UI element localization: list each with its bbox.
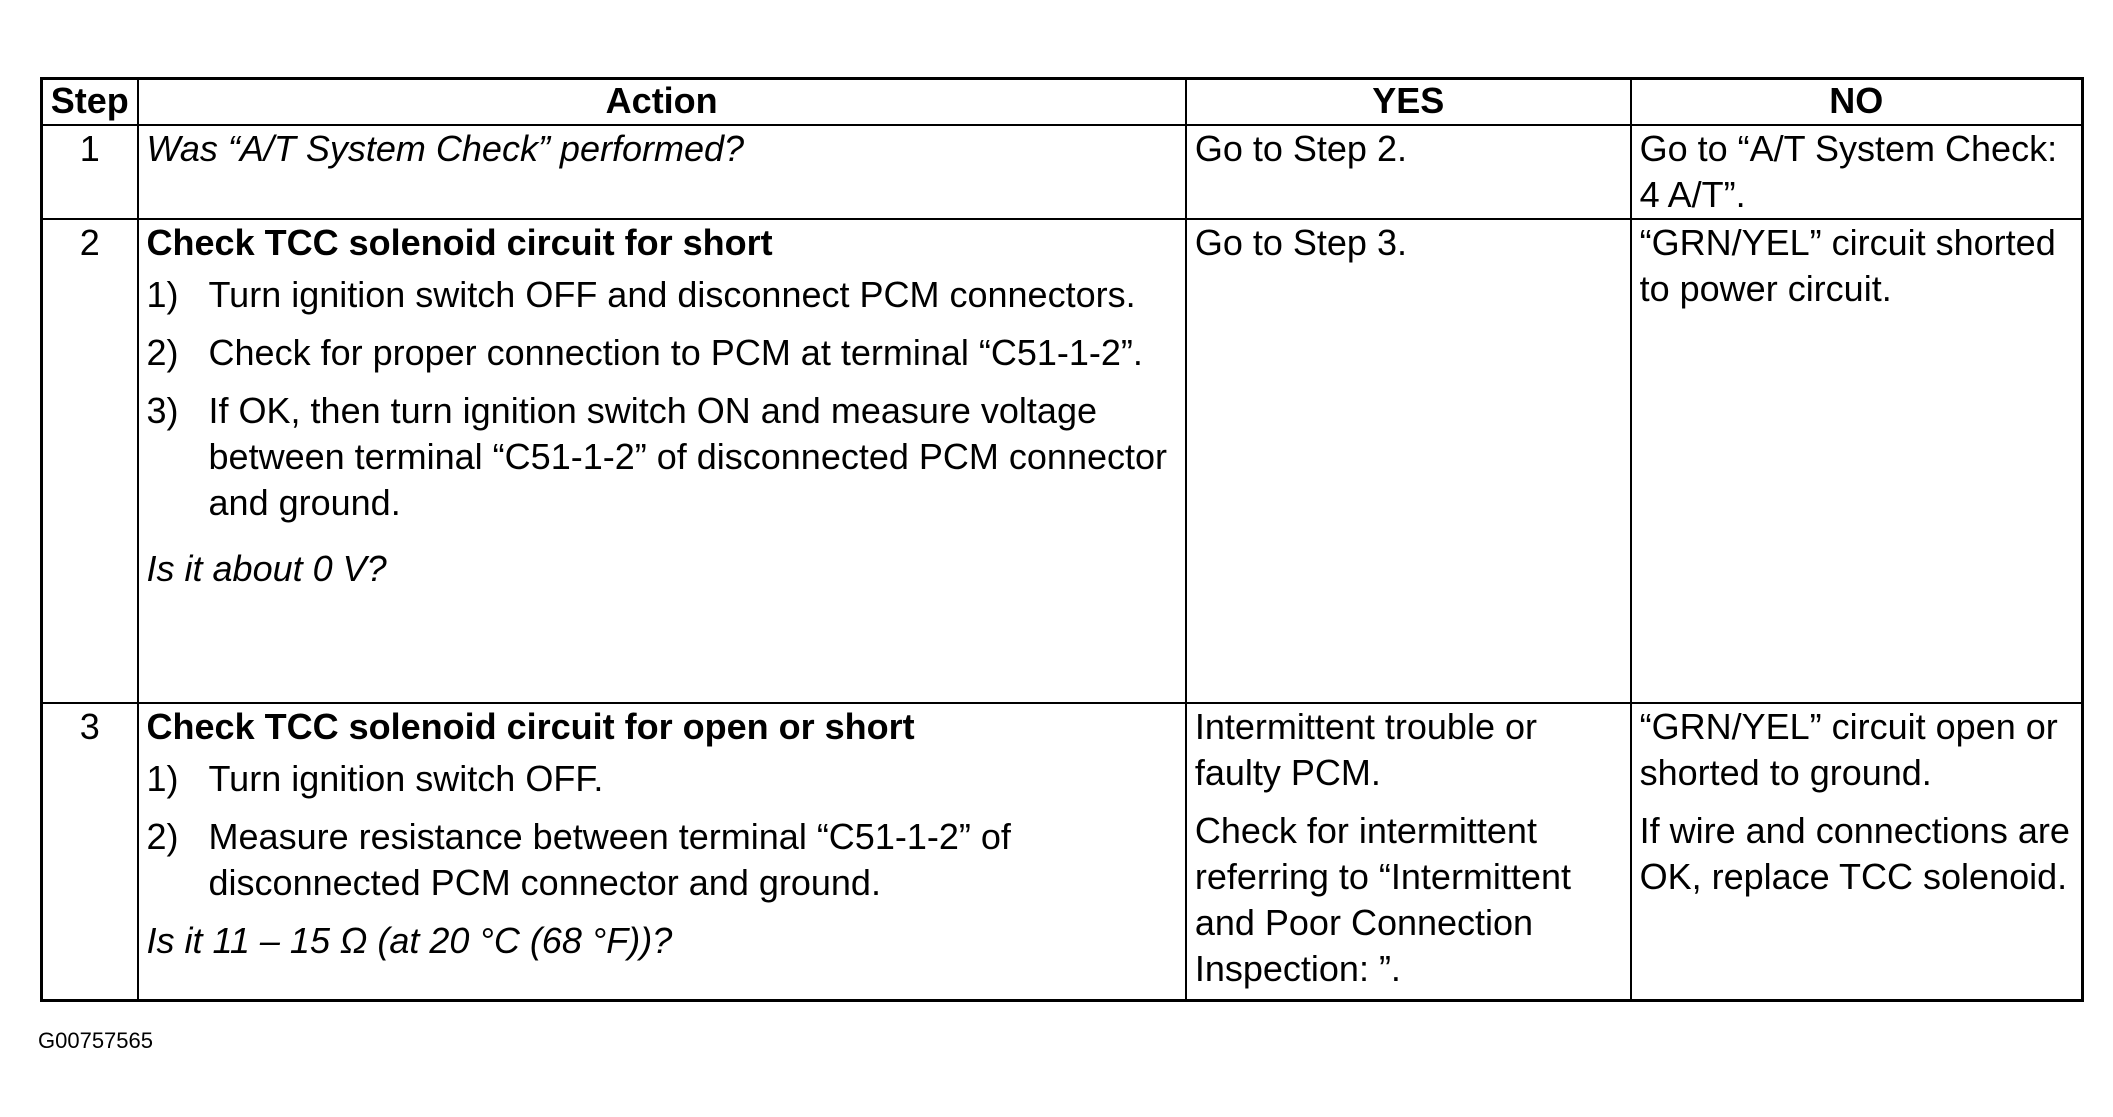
substep-number: 3) <box>146 390 179 431</box>
substep-list <box>147 272 1177 526</box>
step-title: Check TCC solenoid circuit for open or short <box>146 706 915 747</box>
action-cell <box>138 703 1186 1000</box>
no-text: “GRN/YEL” circuit open or shorted to ground. <box>1639 706 2058 793</box>
substep-number: 2) <box>146 332 179 373</box>
substep-text: Turn ignition switch OFF. <box>208 758 604 799</box>
list-item <box>147 814 1177 906</box>
step-question: Is it 11 – 15 Ω (at 20 °C (68 °F))? <box>146 920 673 961</box>
yes-text: Go to Step 3. <box>1194 222 1407 263</box>
yes-text: Go to Step 2. <box>1194 128 1407 169</box>
yes-cell <box>1186 703 1631 1000</box>
no-cell <box>1631 125 2083 219</box>
header-action: Action <box>138 79 1186 126</box>
list-item <box>147 756 1177 802</box>
no-cell <box>1631 219 2083 703</box>
step-number: 3 <box>42 703 138 1000</box>
no-cell <box>1631 703 2083 1000</box>
action-cell <box>138 219 1186 703</box>
action-cell <box>138 125 1186 219</box>
substep-text: Measure resistance between terminal “C51-1-2” of disconnected PCM connector and ground. <box>208 816 1011 903</box>
step-number: 2 <box>42 219 138 703</box>
table-row <box>42 703 2083 1000</box>
substep-text: Check for proper connection to PCM at terminal “C51-1-2”. <box>208 332 1143 373</box>
no-text: Go to “A/T System Check: 4 A/T”. <box>1639 128 2058 215</box>
list-item <box>147 388 1177 526</box>
table-row <box>42 219 2083 703</box>
step-question: Was “A/T System Check” performed? <box>146 128 745 169</box>
step-title: Check TCC solenoid circuit for short <box>146 222 773 263</box>
header-step: Step <box>42 79 138 126</box>
yes-cell <box>1186 125 1631 219</box>
step-number: 1 <box>42 125 138 219</box>
substep-text: If OK, then turn ignition switch ON and measure voltage between terminal “C51-1-2” of disconnected PCM connector and ground. <box>208 390 1167 523</box>
no-text: If wire and connections are OK, replace TCC solenoid. <box>1639 810 2070 897</box>
yes-text: Check for intermittent referring to “Intermittent and Poor Connection Inspection: ”. <box>1194 810 1571 989</box>
diagnostic-table <box>40 77 2084 1002</box>
list-item <box>147 330 1177 376</box>
table-row <box>42 125 2083 219</box>
header-yes: YES <box>1186 79 1631 126</box>
substep-list <box>147 756 1177 906</box>
header-row <box>42 79 2083 126</box>
yes-cell <box>1186 219 1631 703</box>
substep-number: 2) <box>146 816 179 857</box>
substep-text: Turn ignition switch OFF and disconnect PCM connectors. <box>208 274 1136 315</box>
header-no: NO <box>1631 79 2083 126</box>
yes-text: Intermittent trouble or faulty PCM. <box>1194 706 1537 793</box>
substep-number: 1) <box>146 274 179 315</box>
substep-number: 1) <box>146 758 179 799</box>
no-text: “GRN/YEL” circuit shorted to power circuit. <box>1639 222 2056 309</box>
list-item <box>147 272 1177 318</box>
figure-id: G00757565 <box>38 1028 153 1053</box>
step-question: Is it about 0 V? <box>146 548 387 589</box>
